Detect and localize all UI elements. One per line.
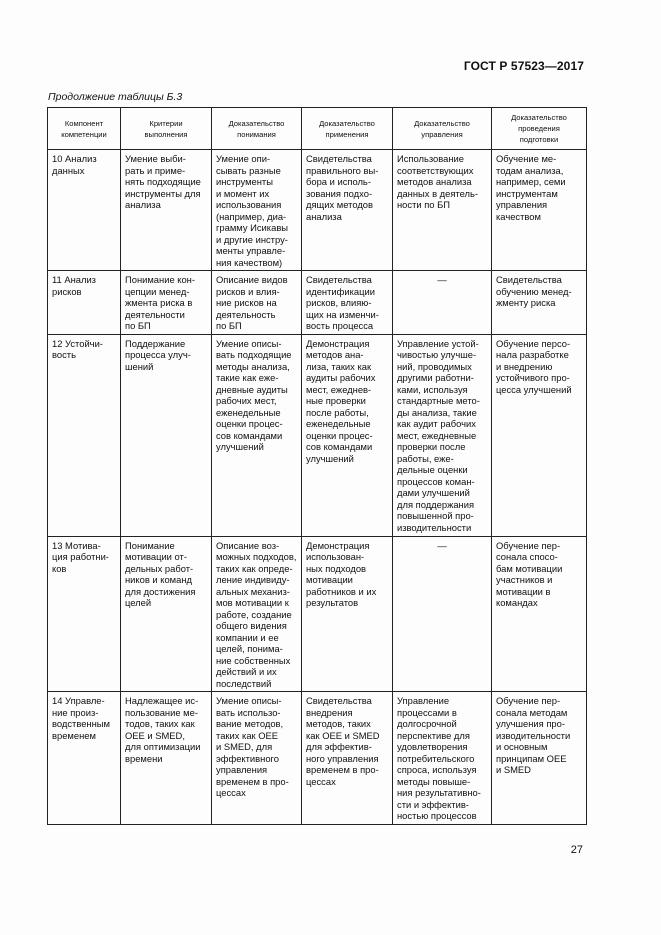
- cell-application: Свидетельства идентификации рисков, влияю- щих на изменчи- вость процесса: [302, 271, 393, 335]
- cell-component: 11 Анализ рисков: [48, 271, 121, 335]
- table-row: [48, 271, 587, 335]
- cell-management: Использование соответствующих методов анализа данных в деятель- ности по БП: [393, 150, 492, 271]
- cell-management: —: [393, 271, 492, 335]
- table-row: [48, 334, 587, 536]
- page-number: 27: [570, 844, 583, 856]
- table-header-row: [48, 108, 587, 150]
- cell-application: Свидетельства правильного вы- бора и исполь- зования подхо- дящих методов анализа: [302, 150, 393, 271]
- cell-training: Обучение ме- тодам анализа, например, семи инструментам управления качеством: [492, 150, 587, 271]
- cell-criteria: Понимание мотивации от- дельных работ- ников и команд для достижения целей: [121, 536, 212, 692]
- cell-management: Управление процессами в долгосрочной перспективе для удовлетворения потребительского спроса, используя методы повыше- ния результативно- сти и эффектив- ностью процессов: [393, 692, 492, 825]
- cell-application: Демонстрация методов ана- лиза, таких как аудиты рабочих мест, ежеднев- ные проверки после работы, еженедельные оценки процес- сов командами улучшений: [302, 334, 393, 536]
- table-row: [48, 536, 587, 692]
- column-header-application: Доказательство применения: [302, 108, 393, 150]
- column-header-understanding: Доказательство понимания: [212, 108, 302, 150]
- cell-understanding: Умение описы- вать подходящие методы анализа, такие как еже- дневные аудиты рабочих мест, еженедельные оценки процес- сов командами улучшений: [212, 334, 302, 536]
- cell-criteria: Понимание кон- цепции менед- жмента риска в деятельности по БП: [121, 271, 212, 335]
- cell-understanding: Описание видов рисков и влия- ние рисков на деятельность по БП: [212, 271, 302, 335]
- column-header-training: Доказательство проведения подготовки: [492, 108, 587, 150]
- cell-management: —: [393, 536, 492, 692]
- cell-training: Обучение пер- сонала спосо- бам мотивации участников и мотивации в командах: [492, 536, 587, 692]
- table-row: [48, 150, 587, 271]
- cell-criteria: Умение выби- рать и приме- нять подходящие инструменты для анализа: [121, 150, 212, 271]
- cell-application: Демонстрация использован- ных подходов мотивации работников и их результатов: [302, 536, 393, 692]
- column-header-criteria: Критерии выполнения: [121, 108, 212, 150]
- cell-understanding: Умение описы- вать использо- вание методов, таких как OEE и SMED, для эффективного управления временем в про- цессах: [212, 692, 302, 825]
- standard-code: ГОСТ Р 57523—2017: [463, 59, 584, 73]
- cell-management: Управление устой- чивостью улучше- ний, проводимых другими работни- ками, используя стандартные мето- ды анализа, такие как аудит рабочих мест, ежедневные проверки после работы, еже- дельные оценки процессов коман- дами улучшений для поддержания повышенной про- изводительности: [393, 334, 492, 536]
- cell-criteria: Поддержание процесса улуч- шений: [121, 334, 212, 536]
- table-caption: Продолжение таблицы Б.3: [48, 91, 183, 103]
- competence-table: [47, 107, 587, 825]
- column-header-management: Доказательство управления: [393, 108, 492, 150]
- cell-training: Обучение пер- сонала методам улучшения про- изводительности и основным принципам OEE и SMED: [492, 692, 587, 825]
- cell-understanding: Описание воз- можных подходов, таких как опреде- ление индивиду- альных механиз- мов мотивации к работе, создание общего видения компании и ее целей, понима- ние собственных действий и их последствий: [212, 536, 302, 692]
- cell-component: 13 Мотива- ция работни- ков: [48, 536, 121, 692]
- column-header-component: Компонент компетенции: [48, 108, 121, 150]
- cell-component: 14 Управле- ние произ- водственным временем: [48, 692, 121, 825]
- cell-application: Свидетельства внедрения методов, таких как OEE и SMED для эффектив- ного управления временем в про- цессах: [302, 692, 393, 825]
- cell-component: 10 Анализ данных: [48, 150, 121, 271]
- cell-criteria: Надлежащее ис- пользование ме- тодов, таких как OEE и SMED, для оптимизации времени: [121, 692, 212, 825]
- cell-training: Свидетельства обучению менед- жменту риска: [492, 271, 587, 335]
- cell-understanding: Умение опи- сывать разные инструменты и момент их использования (например, диа- грамму Исикавы и другие инстру- менты управле- ния качеством): [212, 150, 302, 271]
- cell-training: Обучение персо- нала разработке и внедрению устойчивого про- цесса улучшений: [492, 334, 587, 536]
- cell-component: 12 Устойчи- вость: [48, 334, 121, 536]
- table-row: [48, 692, 587, 825]
